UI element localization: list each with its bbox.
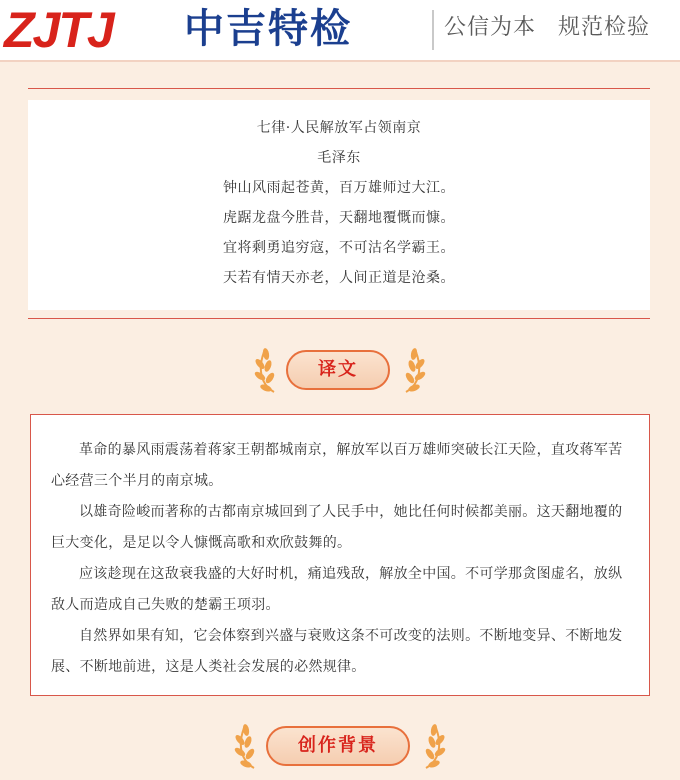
translation-card [30, 414, 650, 696]
site-header [0, 0, 680, 62]
background-heading: 创作背景 [266, 726, 410, 766]
poem-line: 天若有情天亦老，人间正道是沧桑。 [223, 270, 455, 286]
logo-chinese: 中吉特检 [184, 6, 352, 52]
laurel-left-icon [234, 722, 260, 770]
poem-title: 七律·人民解放军占领南京 [256, 120, 422, 136]
poem-card [28, 100, 650, 310]
poem-line: 虎踞龙盘今胜昔，天翻地覆慨而慷。 [223, 210, 455, 226]
logo-latin: ZJTJ [4, 2, 113, 58]
laurel-right-icon [420, 722, 446, 770]
divider-top [28, 88, 650, 89]
translation-paragraph: 自然界如果有知，它会体察到兴盛与衰败这条不可改变的法则。不断地变异、不断地发展、不断地前进，这是人类社会发展的必然规律。 [51, 628, 623, 675]
poem-line: 钟山风雨起苍黄，百万雄师过大江。 [223, 180, 455, 196]
laurel-right-icon [400, 346, 426, 394]
translation-paragraph: 应该趁现在这敌衰我盛的大好时机，痛追残敌，解放全中国。不可学那贪图虚名，放纵敌人而造成自己失败的楚霸王项羽。 [51, 566, 623, 613]
logo-divider [432, 10, 434, 50]
background-heading-badge [234, 722, 446, 770]
divider-bottom [28, 318, 650, 319]
poem-author: 毛泽东 [317, 150, 361, 166]
poem-line: 宜将剩勇追穷寇，不可沽名学霸王。 [223, 240, 455, 256]
slogan [444, 12, 650, 44]
slogan-part-2: 规范检验 [558, 15, 651, 40]
translation-paragraph: 革命的暴风雨震荡着蒋家王朝都城南京，解放军以百万雄师突破长江天险，直攻蒋军苦心经营三个半月的南京城。 [51, 442, 623, 489]
laurel-left-icon [254, 346, 280, 394]
translation-paragraph: 以雄奇险峻而著称的古都南京城回到了人民手中，她比任何时候都美丽。这天翻地覆的巨大变化，是足以令人慷慨高歌和欢欣鼓舞的。 [51, 504, 623, 551]
slogan-part-1: 公信为本 [444, 15, 537, 40]
translation-heading: 译文 [286, 350, 390, 390]
translation-heading-badge [254, 346, 426, 394]
